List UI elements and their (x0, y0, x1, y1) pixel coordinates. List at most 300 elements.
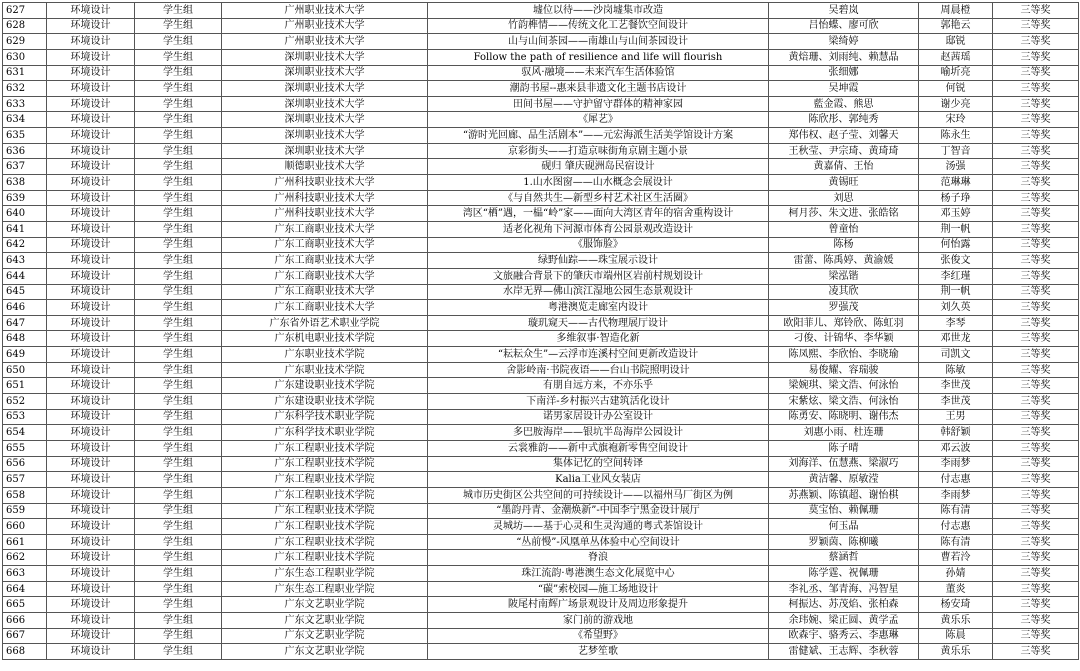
award-cell: 三等奖 (993, 49, 1079, 65)
project-title-cell: 京彩街头——打造京味街角京剧主题小景 (428, 143, 769, 159)
row-number: 631 (3, 65, 47, 81)
school-cell: 广东工商职业技术大学 (222, 284, 428, 300)
category-cell: 环境设计 (47, 81, 135, 97)
school-cell: 广州职业技术大学 (222, 3, 428, 19)
school-cell: 深圳职业技术大学 (222, 143, 428, 159)
authors-cell: 易俊耀、容瑞骏 (769, 362, 919, 378)
table-row (3, 566, 1079, 582)
advisor-cell: 李雨梦 (919, 487, 993, 503)
authors-cell: 罗强茂 (769, 300, 919, 316)
authors-cell: 梁婉琪、梁文浩、何泳怡 (769, 378, 919, 394)
row-number: 649 (3, 347, 47, 363)
project-title-cell: “游时光回廊、品生活剧本”——元宏海派生活美学馆设计方案 (428, 128, 769, 144)
advisor-cell: 陈晨 (919, 628, 993, 644)
advisor-cell: 陈有清 (919, 534, 993, 550)
advisor-cell: 李世茂 (919, 378, 993, 394)
row-number: 665 (3, 597, 47, 613)
group-cell: 学生组 (135, 190, 222, 206)
table-row (3, 221, 1079, 237)
school-cell: 广东建设职业技术学院 (222, 378, 428, 394)
group-cell: 学生组 (135, 65, 222, 81)
group-cell: 学生组 (135, 394, 222, 410)
category-cell: 环境设计 (47, 3, 135, 19)
authors-cell: 柯振达、苏茂焰、张柏森 (769, 597, 919, 613)
award-cell: 三等奖 (993, 206, 1079, 222)
award-cell: 三等奖 (993, 378, 1079, 394)
advisor-cell: 邓世龙 (919, 331, 993, 347)
table-row (3, 190, 1079, 206)
advisor-cell: 喻圻亮 (919, 65, 993, 81)
award-cell: 三等奖 (993, 456, 1079, 472)
group-cell: 学生组 (135, 49, 222, 65)
authors-cell: 何玉晶 (769, 519, 919, 535)
award-cell: 三等奖 (993, 300, 1079, 316)
row-number: 644 (3, 268, 47, 284)
group-cell: 学生组 (135, 300, 222, 316)
group-cell: 学生组 (135, 597, 222, 613)
group-cell: 学生组 (135, 456, 222, 472)
school-cell: 广东文艺职业学院 (222, 612, 428, 628)
row-number: 646 (3, 300, 47, 316)
row-number: 659 (3, 503, 47, 519)
advisor-cell: 陈有清 (919, 503, 993, 519)
school-cell: 广东工程职业技术学院 (222, 550, 428, 566)
group-cell: 学生组 (135, 362, 222, 378)
authors-cell: 陈杨 (769, 237, 919, 253)
project-title-cell: 集体记忆的空间转译 (428, 456, 769, 472)
advisor-cell: 杨子琤 (919, 190, 993, 206)
advisor-cell: 曹若泠 (919, 550, 993, 566)
school-cell: 广东工商职业技术大学 (222, 268, 428, 284)
group-cell: 学生组 (135, 143, 222, 159)
row-number: 643 (3, 253, 47, 269)
group-cell: 学生组 (135, 221, 222, 237)
project-title-cell: 艺梦笙歌 (428, 644, 769, 660)
table-row (3, 347, 1079, 363)
table-row (3, 456, 1079, 472)
award-cell: 三等奖 (993, 34, 1079, 50)
advisor-cell: 邓玉婷 (919, 206, 993, 222)
advisor-cell: 张俊文 (919, 253, 993, 269)
group-cell: 学生组 (135, 96, 222, 112)
school-cell: 广东工程职业技术学院 (222, 503, 428, 519)
award-cell: 三等奖 (993, 534, 1079, 550)
group-cell: 学生组 (135, 534, 222, 550)
advisor-cell: 宋玲 (919, 112, 993, 128)
project-title-cell: 灵城坊——基于心灵和生灵沟通的粤式茶馆设计 (428, 519, 769, 535)
project-title-cell: 璇玑窥天——古代物理展厅设计 (428, 315, 769, 331)
table-row (3, 644, 1079, 660)
award-cell: 三等奖 (993, 18, 1079, 34)
school-cell: 广东生态工程职业学院 (222, 566, 428, 582)
row-number: 651 (3, 378, 47, 394)
award-cell: 三等奖 (993, 644, 1079, 660)
advisor-cell: 付志惠 (919, 519, 993, 535)
project-title-cell: “丛前慢”-风凰单丛体验中心空间设计 (428, 534, 769, 550)
award-cell: 三等奖 (993, 65, 1079, 81)
group-cell: 学生组 (135, 284, 222, 300)
school-cell: 广东文艺职业学院 (222, 644, 428, 660)
row-number: 638 (3, 175, 47, 191)
table-row (3, 3, 1079, 19)
school-cell: 广东工程职业技术学院 (222, 456, 428, 472)
category-cell: 环境设计 (47, 394, 135, 410)
group-cell: 学生组 (135, 628, 222, 644)
school-cell: 深圳职业技术大学 (222, 49, 428, 65)
category-cell: 环境设计 (47, 519, 135, 535)
category-cell: 环境设计 (47, 347, 135, 363)
advisor-cell: 陈敏 (919, 362, 993, 378)
school-cell: 广东工程职业技术学院 (222, 487, 428, 503)
group-cell: 学生组 (135, 206, 222, 222)
table-row (3, 206, 1079, 222)
authors-cell: 莫宝怡、赖佩珊 (769, 503, 919, 519)
project-title-cell: 《与自然共生—新型乡村艺术社区生活圈》 (428, 190, 769, 206)
category-cell: 环境设计 (47, 597, 135, 613)
project-title-cell: 诺男家居设计办公室设计 (428, 409, 769, 425)
award-cell: 三等奖 (993, 81, 1079, 97)
authors-cell: 梁泓锴 (769, 268, 919, 284)
group-cell: 学生组 (135, 81, 222, 97)
authors-cell: 欧森宇、骆秀云、李惠琳 (769, 628, 919, 644)
school-cell: 广东工程职业技术学院 (222, 472, 428, 488)
group-cell: 学生组 (135, 566, 222, 582)
table-row (3, 49, 1079, 65)
authors-cell: 雷蕾、陈禹婷、黄渝媛 (769, 253, 919, 269)
authors-cell: 刘惠小雨、杜连珊 (769, 425, 919, 441)
category-cell: 环境设计 (47, 34, 135, 50)
project-title-cell: 《犀艺》 (428, 112, 769, 128)
advisor-cell: 李琴 (919, 315, 993, 331)
group-cell: 学生组 (135, 644, 222, 660)
school-cell: 深圳职业技术大学 (222, 81, 428, 97)
table-row (3, 18, 1079, 34)
row-number: 662 (3, 550, 47, 566)
row-number: 639 (3, 190, 47, 206)
table-row (3, 112, 1079, 128)
row-number: 664 (3, 581, 47, 597)
category-cell: 环境设计 (47, 18, 135, 34)
row-number: 648 (3, 331, 47, 347)
school-cell: 广东工程职业技术学院 (222, 440, 428, 456)
row-number: 628 (3, 18, 47, 34)
award-cell: 三等奖 (993, 315, 1079, 331)
group-cell: 学生组 (135, 378, 222, 394)
school-cell: 深圳职业技术大学 (222, 128, 428, 144)
table-row (3, 612, 1079, 628)
row-number: 634 (3, 112, 47, 128)
group-cell: 学生组 (135, 425, 222, 441)
category-cell: 环境设计 (47, 456, 135, 472)
group-cell: 学生组 (135, 550, 222, 566)
project-title-cell: 山与山间茶园——南雄山与山间茶园设计 (428, 34, 769, 50)
school-cell: 广东工商职业技术大学 (222, 221, 428, 237)
advisor-cell: 谢少亮 (919, 96, 993, 112)
advisor-cell: 荆一帆 (919, 221, 993, 237)
table-row (3, 394, 1079, 410)
award-cell: 三等奖 (993, 284, 1079, 300)
table-row (3, 65, 1079, 81)
row-number: 658 (3, 487, 47, 503)
school-cell: 深圳职业技术大学 (222, 112, 428, 128)
project-title-cell: Follow the path of resilience and life will flourish (428, 49, 769, 65)
row-number: 635 (3, 128, 47, 144)
authors-cell: 欧阳菲儿、郑铃欣、陈虹羽 (769, 315, 919, 331)
school-cell: 广东工商职业技术大学 (222, 237, 428, 253)
project-title-cell: “墨韵丹青、金潮焕新”-中国李宁黑金设计展厅 (428, 503, 769, 519)
authors-cell: 刁俊、计锦华、李华颖 (769, 331, 919, 347)
award-cell: 三等奖 (993, 268, 1079, 284)
advisor-cell: 韩舒颖 (919, 425, 993, 441)
advisor-cell: 周晨橙 (919, 3, 993, 19)
table-row (3, 34, 1079, 50)
row-number: 647 (3, 315, 47, 331)
row-number: 652 (3, 394, 47, 410)
authors-cell: 刘海洋、伍慧燕、梁淑巧 (769, 456, 919, 472)
table-row (3, 128, 1079, 144)
row-number: 655 (3, 440, 47, 456)
authors-cell: 陈欣彤、郭纯秀 (769, 112, 919, 128)
table-row (3, 143, 1079, 159)
project-title-cell: 竹韵榫情——传统文化工艺餐饮空间设计 (428, 18, 769, 34)
category-cell: 环境设计 (47, 425, 135, 441)
school-cell: 广东生态工程职业学院 (222, 581, 428, 597)
category-cell: 环境设计 (47, 206, 135, 222)
category-cell: 环境设计 (47, 268, 135, 284)
advisor-cell: 赵茜瑶 (919, 49, 993, 65)
project-title-cell: 田间书屋——守护留守群体的精神家园 (428, 96, 769, 112)
row-number: 654 (3, 425, 47, 441)
advisor-cell: 陈永生 (919, 128, 993, 144)
category-cell: 环境设计 (47, 128, 135, 144)
category-cell: 环境设计 (47, 378, 135, 394)
category-cell: 环境设计 (47, 534, 135, 550)
row-number: 629 (3, 34, 47, 50)
table-row (3, 159, 1079, 175)
school-cell: 广东建设职业技术学院 (222, 394, 428, 410)
advisor-cell: 李红瑾 (919, 268, 993, 284)
category-cell: 环境设计 (47, 96, 135, 112)
authors-cell: 吴碧岚 (769, 3, 919, 19)
project-title-cell: 多维叙事·智造化新 (428, 331, 769, 347)
authors-cell: 柯月莎、朱文进、张皓铭 (769, 206, 919, 222)
group-cell: 学生组 (135, 112, 222, 128)
award-cell: 三等奖 (993, 612, 1079, 628)
category-cell: 环境设计 (47, 284, 135, 300)
award-cell: 三等奖 (993, 3, 1079, 19)
project-title-cell: 多巴胺海岸——银坑半岛海岸公园设计 (428, 425, 769, 441)
project-title-cell: 陂尾村南辉广场景观设计及周边形象提升 (428, 597, 769, 613)
group-cell: 学生组 (135, 315, 222, 331)
award-cell: 三等奖 (993, 190, 1079, 206)
authors-cell: 陈凤熙、李欣怡、李晓瑜 (769, 347, 919, 363)
project-title-cell: 潮韵书屋--惠来县非遗文化主题书店设计 (428, 81, 769, 97)
group-cell: 学生组 (135, 487, 222, 503)
category-cell: 环境设计 (47, 253, 135, 269)
school-cell: 广州职业技术大学 (222, 18, 428, 34)
table-row (3, 284, 1079, 300)
category-cell: 环境设计 (47, 409, 135, 425)
project-title-cell: “碳”索校园—施工场地设计 (428, 581, 769, 597)
row-number: 663 (3, 566, 47, 582)
authors-cell: 王秋莹、尹宗琦、黄琦琦 (769, 143, 919, 159)
table-row (3, 81, 1079, 97)
project-title-cell: 墟位以待——沙岗墟集市改造 (428, 3, 769, 19)
award-cell: 三等奖 (993, 362, 1079, 378)
row-number: 661 (3, 534, 47, 550)
table-row (3, 472, 1079, 488)
category-cell: 环境设计 (47, 315, 135, 331)
category-cell: 环境设计 (47, 581, 135, 597)
award-cell: 三等奖 (993, 597, 1079, 613)
advisor-cell: 何怡露 (919, 237, 993, 253)
project-title-cell: 适老化视角下河源市体育公园景观改造设计 (428, 221, 769, 237)
group-cell: 学生组 (135, 3, 222, 19)
group-cell: 学生组 (135, 331, 222, 347)
table-row (3, 440, 1079, 456)
group-cell: 学生组 (135, 409, 222, 425)
school-cell: 广东工程职业技术学院 (222, 534, 428, 550)
award-cell: 三等奖 (993, 221, 1079, 237)
category-cell: 环境设计 (47, 237, 135, 253)
category-cell: 环境设计 (47, 65, 135, 81)
project-title-cell: 有朋自远方来，不亦乐乎 (428, 378, 769, 394)
award-cell: 三等奖 (993, 394, 1079, 410)
row-number: 633 (3, 96, 47, 112)
school-cell: 广东工商职业技术大学 (222, 300, 428, 316)
group-cell: 学生组 (135, 253, 222, 269)
advisor-cell: 邓云波 (919, 440, 993, 456)
authors-cell: 陈子晴 (769, 440, 919, 456)
school-cell: 广东科学技术职业学院 (222, 409, 428, 425)
table-row (3, 362, 1079, 378)
authors-cell: 曾童怡 (769, 221, 919, 237)
category-cell: 环境设计 (47, 175, 135, 191)
row-number: 660 (3, 519, 47, 535)
authors-cell: 藍金霞、熊思 (769, 96, 919, 112)
table-row (3, 581, 1079, 597)
advisor-cell: 丁智音 (919, 143, 993, 159)
advisor-cell: 司凯文 (919, 347, 993, 363)
advisor-cell: 范琳琳 (919, 175, 993, 191)
row-number: 668 (3, 644, 47, 660)
group-cell: 学生组 (135, 612, 222, 628)
group-cell: 学生组 (135, 440, 222, 456)
project-title-cell: 砚归 肇庆砚洲岛民宿设计 (428, 159, 769, 175)
school-cell: 广州职业技术大学 (222, 34, 428, 50)
school-cell: 广州科技职业技术大学 (222, 190, 428, 206)
advisor-cell: 黄乐乐 (919, 612, 993, 628)
school-cell: 广东机电职业技术学院 (222, 331, 428, 347)
row-number: 640 (3, 206, 47, 222)
school-cell: 广东工程职业技术学院 (222, 519, 428, 535)
award-cell: 三等奖 (993, 425, 1079, 441)
advisor-cell: 汤强 (919, 159, 993, 175)
table-row (3, 409, 1079, 425)
advisor-cell: 王男 (919, 409, 993, 425)
award-cell: 三等奖 (993, 331, 1079, 347)
row-number: 657 (3, 472, 47, 488)
award-cell: 三等奖 (993, 143, 1079, 159)
group-cell: 学生组 (135, 503, 222, 519)
project-title-cell: 珠江流韵·粤港澳生态文化展览中心 (428, 566, 769, 582)
group-cell: 学生组 (135, 519, 222, 535)
group-cell: 学生组 (135, 175, 222, 191)
row-number: 667 (3, 628, 47, 644)
school-cell: 顺德职业技术大学 (222, 159, 428, 175)
project-title-cell: 粤港澳览走廊室内设计 (428, 300, 769, 316)
advisor-cell: 郭艳云 (919, 18, 993, 34)
table-row (3, 550, 1079, 566)
table-row (3, 503, 1079, 519)
row-number: 653 (3, 409, 47, 425)
group-cell: 学生组 (135, 18, 222, 34)
project-title-cell: 《希望野》 (428, 628, 769, 644)
row-number: 656 (3, 456, 47, 472)
table-row (3, 315, 1079, 331)
award-cell: 三等奖 (993, 472, 1079, 488)
row-number: 641 (3, 221, 47, 237)
project-title-cell: 湾区“栖”遇，一榀“岭”家——面向大湾区青年的宿舍重构设计 (428, 206, 769, 222)
authors-cell: 苏燕颖、陈镇超、谢怡棋 (769, 487, 919, 503)
authors-cell: 蔡涵哲 (769, 550, 919, 566)
school-cell: 广州科技职业技术大学 (222, 175, 428, 191)
table-row (3, 300, 1079, 316)
authors-cell: 陈勇安、陈晓明、谢伟杰 (769, 409, 919, 425)
authors-cell: 张细娜 (769, 65, 919, 81)
project-title-cell: 云裳雅韵——新中式旗袍新零售空间设计 (428, 440, 769, 456)
category-cell: 环境设计 (47, 190, 135, 206)
table-row (3, 96, 1079, 112)
school-cell: 广东文艺职业学院 (222, 628, 428, 644)
advisor-cell: 杨安琦 (919, 597, 993, 613)
award-cell: 三等奖 (993, 347, 1079, 363)
category-cell: 环境设计 (47, 159, 135, 175)
advisor-cell: 黄乐乐 (919, 644, 993, 660)
table-row (3, 628, 1079, 644)
category-cell: 环境设计 (47, 362, 135, 378)
authors-cell: 吕怡蝶、廖可欣 (769, 18, 919, 34)
category-cell: 环境设计 (47, 112, 135, 128)
award-cell: 三等奖 (993, 628, 1079, 644)
project-title-cell: 1.山水图窗——山水概念会展设计 (428, 175, 769, 191)
authors-cell: 黄焙珊、刘雨纯、赖慧晶 (769, 49, 919, 65)
category-cell: 环境设计 (47, 487, 135, 503)
authors-cell: 罗颖茵、陈柳曦 (769, 534, 919, 550)
project-title-cell: 驭风·融境——未来汽车生活体验馆 (428, 65, 769, 81)
authors-cell: 吴坤霞 (769, 81, 919, 97)
row-number: 642 (3, 237, 47, 253)
table-row (3, 331, 1079, 347)
school-cell: 深圳职业技术大学 (222, 65, 428, 81)
award-results-table (2, 2, 1079, 660)
authors-cell: 雷健斌、王志辉、李秋蓉 (769, 644, 919, 660)
category-cell: 环境设计 (47, 566, 135, 582)
award-cell: 三等奖 (993, 159, 1079, 175)
school-cell: 广州科技职业技术大学 (222, 206, 428, 222)
school-cell: 广东工商职业技术大学 (222, 253, 428, 269)
project-title-cell: 舍影岭南·书院夜语——台山书院照明设计 (428, 362, 769, 378)
authors-cell: 余玮婉、梁正圆、黄学孟 (769, 612, 919, 628)
award-cell: 三等奖 (993, 409, 1079, 425)
authors-cell: 宋紫炫、梁文浩、何泳怡 (769, 394, 919, 410)
category-cell: 环境设计 (47, 503, 135, 519)
advisor-cell: 董炎 (919, 581, 993, 597)
award-cell: 三等奖 (993, 487, 1079, 503)
category-cell: 环境设计 (47, 49, 135, 65)
school-cell: 广东职业技术学院 (222, 362, 428, 378)
table-row (3, 237, 1079, 253)
